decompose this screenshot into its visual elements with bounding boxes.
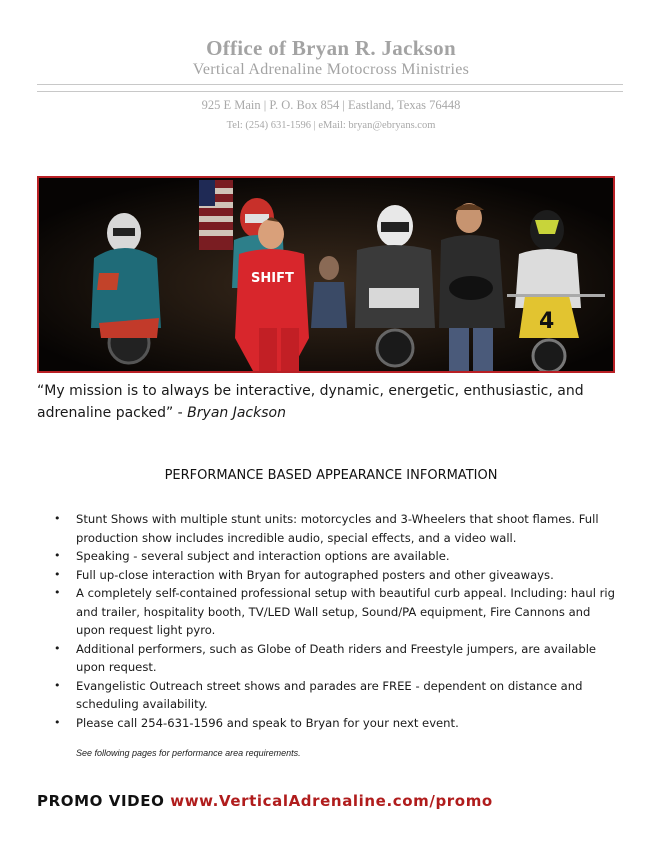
american-flag-icon xyxy=(199,180,233,250)
office-title: Office of Bryan R. Jackson xyxy=(206,36,456,60)
riders-photo-illustration xyxy=(39,178,613,371)
svg-text:SHIFT: SHIFT xyxy=(251,271,294,286)
requirements-note: See following pages for performance area requirements. xyxy=(76,748,301,758)
list-item: • A completely self-contained professional setup with beautiful curb appeal. Including: haul rig and trailer, hospitality booth, TV/LED Wall setup, Sound/PA equipment, Fire Cannons and upon request light pyro. xyxy=(54,586,615,637)
bullet-icon: • xyxy=(54,567,61,581)
bullet-icon: • xyxy=(54,641,61,655)
header-rule-top xyxy=(37,84,623,85)
bullet-icon: • xyxy=(54,586,61,599)
contact-line: Tel: (254) 631-1596 | eMail: bryan@ebryans.com xyxy=(226,120,436,131)
mission-quote xyxy=(37,380,617,424)
list-item: • Stunt Shows with multiple stunt units: motorcycles and 3-Wheelers that shoot flames. Full production show includes incredible audio, special effects, and a video wall. xyxy=(54,512,599,545)
bullet-icon: • xyxy=(54,549,61,562)
riders-group-photo xyxy=(37,176,615,373)
list-item: • Speaking - several subject and interaction options are available. xyxy=(40,547,620,566)
promo-label: PROMO VIDEO xyxy=(37,792,171,810)
svg-text:4: 4 xyxy=(539,309,555,334)
appearance-info-list xyxy=(40,510,620,732)
bullet-icon: • xyxy=(54,715,61,729)
quote-author: Bryan Jackson xyxy=(187,405,286,421)
promo-link[interactable]: www.VerticalAdrenaline.com/promo xyxy=(170,792,493,810)
list-item: • Full up-close interaction with Bryan for autographed posters and other giveaways. xyxy=(40,566,620,585)
section-heading: PERFORMANCE BASED APPEARANCE INFORMATION xyxy=(164,468,498,483)
address-line: 925 E Main | P. O. Box 854 | Eastland, Texas 76448 xyxy=(201,98,461,112)
list-item: • Evangelistic Outreach street shows and parades are FREE - dependent on distance and scheduling availability. xyxy=(54,678,583,711)
promo-video-line xyxy=(37,792,493,810)
list-item: • Additional performers, such as Globe of Death riders and Freestyle jumpers, are available upon request. xyxy=(54,641,597,674)
quote-text: “My mission is to always be interactive, dynamic, energetic, enthusiastic, and adrenaline packed” - xyxy=(37,383,584,421)
bullet-icon: • xyxy=(54,678,61,692)
ministry-subtitle: Vertical Adrenaline Motocross Ministries xyxy=(192,61,470,78)
header-rule-bottom xyxy=(37,91,623,92)
bullet-icon: • xyxy=(54,512,61,525)
list-item: • Please call 254-631-1596 and speak to Bryan for your next event. xyxy=(40,714,620,733)
